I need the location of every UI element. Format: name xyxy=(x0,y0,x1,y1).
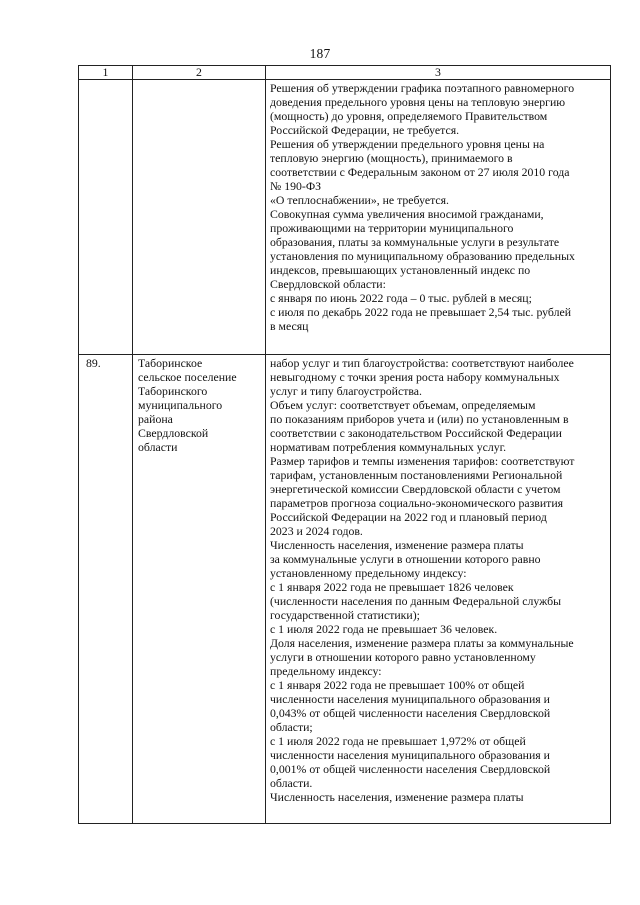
row-number-cell xyxy=(79,80,133,355)
text-line: Свердловской xyxy=(138,426,209,440)
text-line: 0,001% от общей численности населения Свердловской xyxy=(270,762,551,776)
text-line: тепловую энергию (мощность), принимаемого в xyxy=(270,151,513,165)
text-line: Объем услуг: соответствует объемам, определяемым xyxy=(270,398,536,412)
text-line: Доля населения, изменение размера платы за коммунальные xyxy=(270,636,574,650)
text-line: 0,043% от общей численности населения Свердловской xyxy=(270,706,551,720)
text-line: за коммунальные услуги в отношении которого равно xyxy=(270,552,541,566)
text-line: с 1 июля 2022 года не превышает 1,972% от общей xyxy=(270,734,526,748)
text-line: Решения об утверждении предельного уровня цены на xyxy=(270,137,545,151)
text-line: Свердловской области: xyxy=(270,277,386,291)
text-line: установленному предельному индексу: xyxy=(270,566,467,580)
text-line: Численность населения, изменение размера платы xyxy=(270,790,524,804)
text-line: с 1 января 2022 года не превышает 100% от общей xyxy=(270,678,525,692)
text-line: услуги в отношении которого равно установленному xyxy=(270,650,536,664)
page-number: 187 xyxy=(309,46,331,61)
column-header-2: 2 xyxy=(133,66,266,80)
content-cell xyxy=(266,355,611,824)
municipality-name-lines xyxy=(138,356,261,454)
text-line: нормативам потребления коммунальных услуг. xyxy=(270,440,507,454)
text-line: Решения об утверждении графика поэтапного равномерного xyxy=(270,81,575,95)
text-line: численности населения муниципального образования и xyxy=(270,748,550,762)
text-line: услуг и типу благоустройства. xyxy=(270,384,422,398)
text-line: сельское поселение xyxy=(138,370,237,384)
table-header-row xyxy=(79,66,611,80)
text-line: образования, платы за коммунальные услуги в результате xyxy=(270,235,560,249)
table-row xyxy=(79,355,611,824)
text-line: 2023 и 2024 годов. xyxy=(270,524,363,538)
text-line: установления по муниципальному образованию предельных xyxy=(270,249,575,263)
text-line: (мощность) до уровня, определяемого Правительством xyxy=(270,109,548,123)
text-line: предельному индексу: xyxy=(270,664,382,678)
text-line: доведения предельного уровня цены на тепловую энергию xyxy=(270,95,566,109)
text-line: государственной статистики); xyxy=(270,608,420,622)
content-text xyxy=(270,81,606,353)
text-line: с июля по декабрь 2022 года не превышает 2,54 тыс. рублей xyxy=(270,305,572,319)
column-header-1: 1 xyxy=(79,66,133,80)
text-line: в месяц xyxy=(270,319,309,333)
text-line: Таборинское xyxy=(138,356,203,370)
text-line: соответствии с законодательством Российской Федерации xyxy=(270,426,562,440)
text-line: Совокупная сумма увеличения вносимой гражданами, xyxy=(270,207,544,221)
text-line: Российской Федерации, не требуется. xyxy=(270,123,460,137)
table-row xyxy=(79,80,611,355)
text-line: района xyxy=(138,412,173,426)
municipality-name-cell xyxy=(133,80,266,355)
text-line: Таборинского xyxy=(138,384,208,398)
text-line: тарифам, установленным постановлениями Региональной xyxy=(270,468,563,482)
text-line: области; xyxy=(270,720,313,734)
text-line: Российской Федерации на 2022 год и плановый период xyxy=(270,510,547,524)
text-line: с января по июнь 2022 года – 0 тыс. рублей в месяц; xyxy=(270,291,532,305)
text-line: области xyxy=(138,440,178,454)
text-line: индексов, превышающих установленный индекс по xyxy=(270,263,531,277)
text-line: энергетической комиссии Свердловской области с учетом xyxy=(270,482,561,496)
text-line: проживающими на территории муниципального xyxy=(270,221,514,235)
row-number-cell: 89. xyxy=(79,355,133,824)
text-line: № 190-ФЗ xyxy=(270,179,322,193)
content-text xyxy=(270,356,606,822)
tariff-table xyxy=(78,65,611,824)
text-line: области. xyxy=(270,776,313,790)
text-line: «О теплоснабжении», не требуется. xyxy=(270,193,449,207)
municipality-name-cell xyxy=(133,355,266,824)
text-line: муниципального xyxy=(138,398,223,412)
text-line: численности населения муниципального образования и xyxy=(270,692,550,706)
text-line: соответствии с Федеральным законом от 27 июля 2010 года xyxy=(270,165,570,179)
text-line: Численность населения, изменение размера платы xyxy=(270,538,524,552)
text-line: (численности населения по данным Федеральной службы xyxy=(270,594,562,608)
column-header-3: 3 xyxy=(266,66,611,80)
text-line: набор услуг и тип благоустройства: соответствуют наиболее xyxy=(270,356,574,370)
text-line: по показаниям приборов учета и (или) по установленным в xyxy=(270,412,569,426)
text-line: Размер тарифов и темпы изменения тарифов: соответствуют xyxy=(270,454,575,468)
text-line: с 1 июля 2022 года не превышает 36 человек. xyxy=(270,622,498,636)
text-line: с 1 января 2022 года не превышает 1826 человек xyxy=(270,580,514,594)
content-cell xyxy=(266,80,611,355)
text-line: невыгодному с точки зрения роста набору коммунальных xyxy=(270,370,560,384)
text-line: параметров прогноза социально-экономического развития xyxy=(270,496,564,510)
